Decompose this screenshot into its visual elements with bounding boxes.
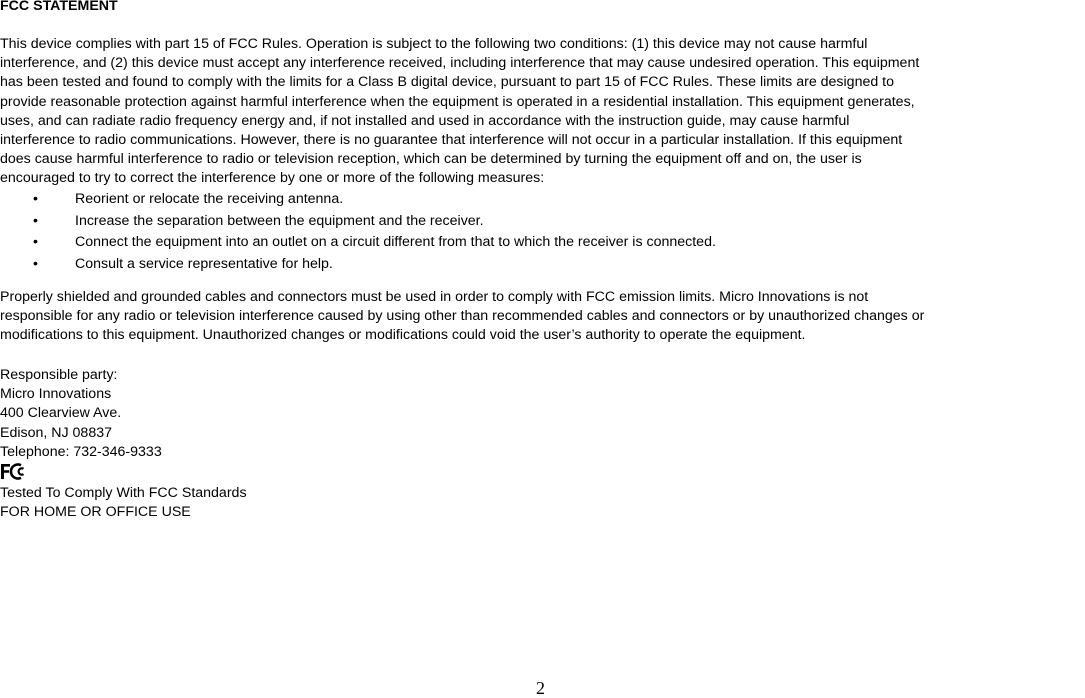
measure-text: Connect the equipment into an outlet on a circuit different from that to which the receiver is connected. [75,234,716,251]
bullet-icon: • [33,212,38,229]
page-number: 2 [536,678,545,698]
fcc-statement-heading: FCC STATEMENT [0,0,118,14]
paragraph-line: provide reasonable protection against harmful interference when the equipment is operated in a residential installation. This equipment generates, [0,93,915,110]
responsible-party-block [0,366,162,462]
paragraph-line: has been tested and found to comply with the limits for a Class B digital device, pursuant to part 15 of FCC Rules. These limits are designed to [0,74,895,91]
bullet-icon: • [33,234,38,251]
telephone: Telephone: 732-346-9333 [0,443,162,460]
tested-standards-line: Tested To Comply With FCC Standards [0,485,247,501]
city-state-zip: Edison, NJ 08837 [0,424,112,441]
measure-text: Increase the separation between the equipment and the receiver. [75,212,484,229]
fcc-logo-icon [0,462,28,481]
company-name: Micro Innovations [0,386,112,403]
paragraph-line: interference to radio communications. However, there is no guarantee that interference will not occur in a particular installation. If this equipment [0,132,903,149]
bullet-icon: • [33,191,38,207]
compliance-paragraph [0,35,919,189]
paragraph-line: Properly shielded and grounded cables and connectors must be used in order to comply with FCC emission limits. Micro Innovations is not [0,289,869,305]
cables-paragraph [0,288,924,346]
paragraph-line: uses, and can radiate radio frequency energy and, if not installed and used in accordance with the instruction guide, may cause harmful [0,112,850,129]
bullet-icon: • [33,256,38,273]
standards-block [0,484,247,522]
paragraph-line: interference, and (2) this device must accept any interference received, including interference that may cause undesired operation. This equipment [0,55,920,72]
responsible-party-label: Responsible party: [0,367,118,383]
paragraph-line: encouraged to try to correct the interference by one or more of the following measures: [0,170,545,187]
home-office-use-line: FOR HOME OR OFFICE USE [0,504,191,521]
paragraph-line: This device complies with part 15 of FCC Rules. Operation is subject to the following two conditions: (1) this device may not cause harmful [0,36,868,52]
paragraph-line: does cause harmful interference to radio or television reception, which can be determined by turning the equipment off and on, the user is [0,151,862,168]
street-address: 400 Clearview Ave. [0,405,122,422]
measure-text: Consult a service representative for help. [75,256,333,273]
paragraph-line: modifications to this equipment. Unauthorized changes or modifications could void the user’s authority to operate the equipment. [0,327,806,344]
paragraph-line: responsible for any radio or television interference caused by using other than recommended cables and connectors or by unauthorized changes or [0,308,925,325]
measure-text: Reorient or relocate the receiving antenna. [75,191,344,207]
